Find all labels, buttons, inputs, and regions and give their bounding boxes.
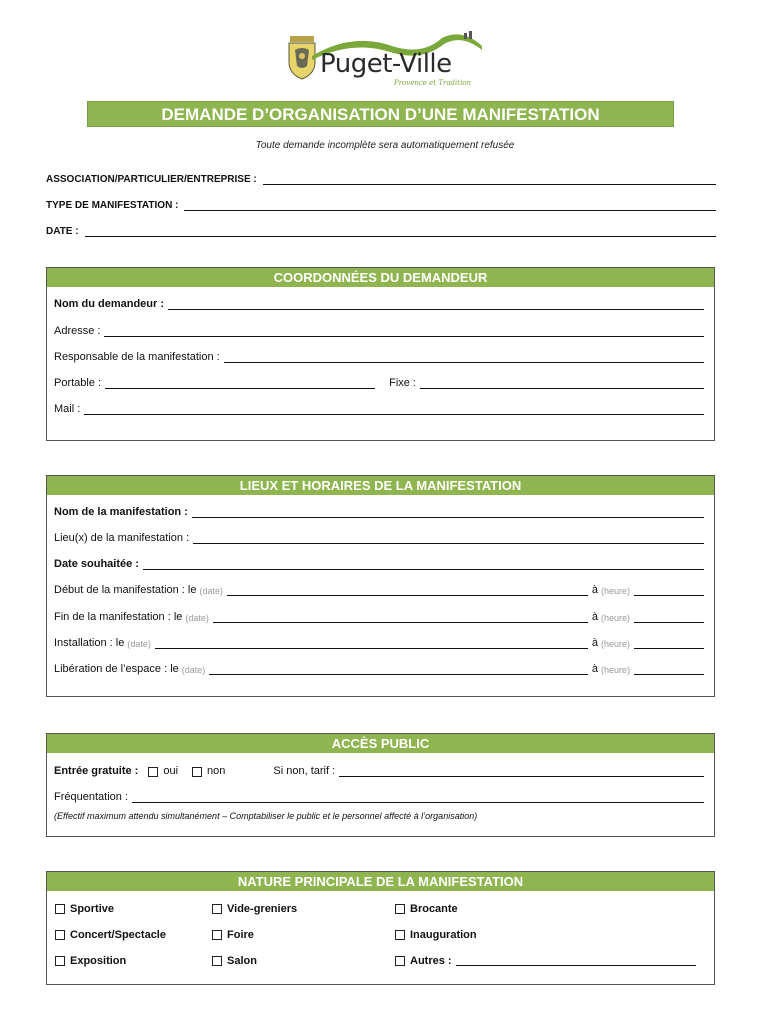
entree-label: Entrée gratuite :: [54, 765, 139, 777]
salon-label: Salon: [227, 955, 257, 967]
entree-row: [54, 765, 704, 777]
frequentation-line[interactable]: [132, 793, 704, 803]
logo-subtitle: Provence et Tradition: [394, 79, 472, 87]
exposition-checkbox[interactable]: [55, 956, 65, 966]
liberation-heure-line[interactable]: [634, 665, 704, 675]
date-label: DATE :: [46, 226, 79, 237]
liberation-a: à: [591, 663, 598, 675]
frequentation-row: [54, 791, 704, 803]
section-lieux-horaires: [46, 475, 715, 697]
association-field: [46, 174, 716, 185]
debut-date-hint: (date): [199, 586, 223, 596]
fixe-label: Fixe :: [389, 377, 416, 389]
nom-manifestation-label: Nom de la manifestation :: [54, 506, 188, 518]
fin-label: Fin de la manifestation : le: [54, 611, 183, 623]
fin-heure-hint: (heure): [600, 613, 630, 623]
installation-heure-hint: (heure): [600, 639, 630, 649]
inauguration-checkbox[interactable]: [395, 930, 405, 940]
nom-manifestation-line[interactable]: [192, 508, 704, 518]
exposition-label: Exposition: [70, 955, 127, 967]
nom-manifestation-row: [54, 506, 704, 518]
concert-checkbox[interactable]: [55, 930, 65, 940]
liberation-date-hint: (date): [181, 665, 206, 675]
logo-town-name: Puget-Ville: [320, 49, 452, 79]
date-souhaitee-label: Date souhaitée :: [54, 558, 139, 570]
debut-row: [54, 584, 704, 596]
fixe-line[interactable]: [420, 379, 704, 389]
non-label: non: [207, 765, 226, 777]
option-salon[interactable]: [212, 955, 257, 967]
sportive-checkbox[interactable]: [55, 904, 65, 914]
foire-checkbox[interactable]: [212, 930, 222, 940]
installation-a: à: [591, 637, 598, 649]
liberation-label: Libération de l’espace : le: [54, 663, 179, 675]
responsable-line[interactable]: [224, 353, 704, 363]
fin-date-line[interactable]: [213, 613, 588, 623]
section-nature: [46, 871, 715, 985]
option-foire[interactable]: [212, 929, 254, 941]
frequentation-note: (Effectif maximum attendu simultanément – Comptabiliser le public et le personnel affecté à l’organisation): [54, 811, 478, 821]
option-vide-greniers[interactable]: [212, 903, 297, 915]
autres-line[interactable]: [456, 956, 696, 966]
debut-heure-line[interactable]: [634, 586, 704, 596]
option-exposition[interactable]: [55, 955, 126, 967]
frequentation-label: Fréquentation :: [54, 791, 128, 803]
section-acces-title: ACCÈS PUBLIC: [47, 734, 714, 753]
fin-row: [54, 611, 704, 623]
inauguration-label: Inauguration: [410, 929, 477, 941]
autres-label: Autres :: [410, 955, 452, 967]
option-sportive[interactable]: [55, 903, 114, 915]
section-lieux-title: LIEUX ET HORAIRES DE LA MANIFESTATION: [47, 476, 714, 495]
installation-date-hint: (date): [127, 639, 151, 649]
autres-checkbox[interactable]: [395, 956, 405, 966]
option-inauguration[interactable]: [395, 929, 477, 941]
tarif-line[interactable]: [339, 767, 704, 777]
fin-date-hint: (date): [185, 613, 209, 623]
option-brocante[interactable]: [395, 903, 458, 915]
section-coordonnees-title: COORDONNÉES DU DEMANDEUR: [47, 268, 714, 287]
oui-label: oui: [163, 765, 179, 777]
oui-checkbox[interactable]: [148, 767, 158, 777]
vide-greniers-label: Vide-greniers: [227, 903, 298, 915]
portable-label: Portable :: [54, 377, 102, 389]
mail-label: Mail :: [54, 403, 81, 415]
date-field: [46, 226, 716, 237]
foire-label: Foire: [227, 929, 254, 941]
adresse-row: [54, 325, 704, 337]
option-concert-spectacle[interactable]: [55, 929, 166, 941]
mail-line[interactable]: [84, 405, 704, 415]
salon-checkbox[interactable]: [212, 956, 222, 966]
town-logo: [284, 30, 484, 88]
lieux-line[interactable]: [193, 534, 704, 544]
section-acces-public: [46, 733, 715, 837]
installation-heure-line[interactable]: [634, 639, 704, 649]
lieux-label: Lieu(x) de la manifestation :: [54, 532, 190, 544]
date-souhaitee-row: [54, 558, 704, 570]
adresse-label: Adresse :: [54, 325, 101, 337]
fin-heure-line[interactable]: [634, 613, 704, 623]
vide-greniers-checkbox[interactable]: [212, 904, 222, 914]
association-line[interactable]: [263, 175, 716, 185]
nom-demandeur-label: Nom du demandeur :: [54, 298, 165, 310]
portable-line[interactable]: [105, 379, 375, 389]
section-coordonnees: [46, 267, 715, 441]
nom-demandeur-line[interactable]: [168, 300, 704, 310]
nom-demandeur-row: [54, 298, 704, 310]
fin-a: à: [591, 611, 598, 623]
installation-row: [54, 637, 704, 649]
telephone-row: [54, 377, 704, 389]
debut-a: à: [591, 584, 598, 596]
tarif-label: Si non, tarif :: [273, 765, 336, 777]
incomplete-notice: Toute demande incomplète sera automatiquement refusée: [255, 140, 515, 151]
association-label: ASSOCIATION/PARTICULIER/ENTREPRISE :: [46, 174, 257, 185]
adresse-line[interactable]: [104, 327, 704, 337]
date-line[interactable]: [85, 227, 716, 237]
type-line[interactable]: [184, 201, 716, 211]
brocante-label: Brocante: [410, 903, 458, 915]
sportive-label: Sportive: [70, 903, 115, 915]
date-souhaitee-line[interactable]: [143, 560, 704, 570]
lieux-row: [54, 532, 704, 544]
liberation-row: [54, 663, 704, 675]
form-title: DEMANDE D’ORGANISATION D’UNE MANIFESTATION: [87, 101, 674, 127]
responsable-row: [54, 351, 704, 363]
type-label: TYPE DE MANIFESTATION :: [46, 200, 179, 211]
installation-label: Installation : le: [54, 637, 125, 649]
responsable-label: Responsable de la manifestation :: [54, 351, 220, 363]
type-field: [46, 200, 716, 211]
installation-date-line[interactable]: [155, 639, 588, 649]
mail-row: [54, 403, 704, 415]
brocante-checkbox[interactable]: [395, 904, 405, 914]
non-checkbox[interactable]: [192, 767, 202, 777]
debut-date-line[interactable]: [227, 586, 588, 596]
debut-heure-hint: (heure): [600, 586, 630, 596]
debut-label: Début de la manifestation : le: [54, 584, 197, 596]
section-nature-title: NATURE PRINCIPALE DE LA MANIFESTATION: [47, 872, 714, 891]
option-autres[interactable]: [395, 955, 696, 967]
concert-label: Concert/Spectacle: [70, 929, 166, 941]
liberation-date-line[interactable]: [209, 665, 588, 675]
liberation-heure-hint: (heure): [600, 665, 630, 675]
